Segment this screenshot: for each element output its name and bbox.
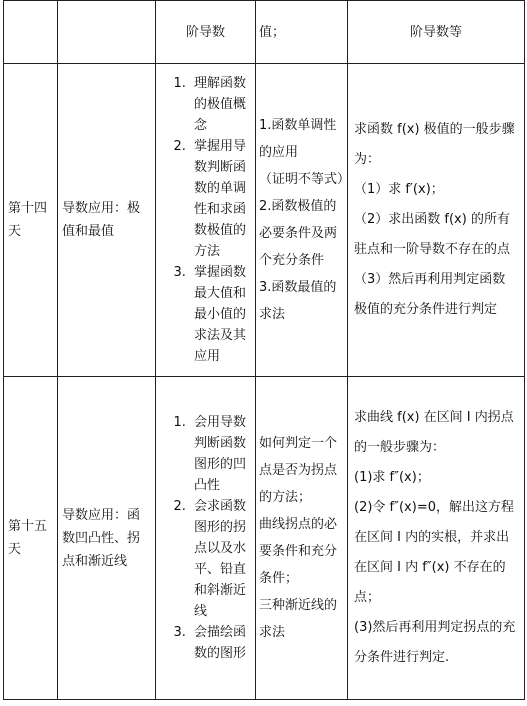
key-point: 3.函数最值的求法 <box>259 280 337 322</box>
day-cell <box>4 64 58 377</box>
key-point: 2.函数极值的必要条件及两个充分条件 <box>259 199 338 268</box>
header-day-cell <box>4 1 58 64</box>
difficulty-step: （3）然后再利用判定函数极值的充分条件进行判定 <box>354 272 506 317</box>
day-label: 第十五天 <box>8 519 48 557</box>
difficulty-step: （1）求 f′(x)； <box>354 182 444 197</box>
list-item: 1. 会用导数判断函数图形的凹凸性 <box>190 412 251 496</box>
difficulty-step: 求曲线 f(x) 在区间 I 内拐点的一般步骤为： <box>354 410 514 455</box>
key-point: 1.函数单调性的应用 <box>259 118 337 160</box>
header-key-text: 值； <box>259 24 286 40</box>
key-point: 三种渐近线的求法 <box>259 598 338 640</box>
difficulty-step: (1)求 f″(x)； <box>354 470 430 485</box>
goals-cell <box>156 377 256 700</box>
day-label: 第十四天 <box>8 201 48 239</box>
difficulty-step: （2）求出函数 f(x) 的所有驻点和一阶导数不存在的点 <box>354 212 511 257</box>
difficulty-cell <box>348 377 525 700</box>
table-row <box>4 377 525 700</box>
topic-text: 导数应用：函数凹凸性、拐点和渐近线 <box>62 507 141 569</box>
goals-list <box>160 73 251 367</box>
key-point: 如何判定一个点是否为拐点的方法； <box>259 436 338 505</box>
topic-cell <box>58 377 156 700</box>
difficulty-step: (2)令 f″(x)=0，解出这方程在区间 I 内的实根，并求出在区间 I 内 f″(x) 不存在的点； <box>354 500 514 605</box>
table-row <box>4 1 525 64</box>
difficulty-cell <box>348 64 525 377</box>
list-item: 3. 会描绘函数的图形 <box>190 622 251 664</box>
header-goals-cell <box>156 1 256 64</box>
header-diff-cell <box>348 1 525 64</box>
list-item: 1. 理解函数的极值概念 <box>190 73 251 136</box>
goals-cell <box>156 64 256 377</box>
table-row <box>4 64 525 377</box>
header-key-cell <box>256 1 348 64</box>
list-item: 2. 掌握用导数判断函数的单调性和求函数极值的方法 <box>190 136 251 262</box>
list-item: 2. 会求函数图形的拐点以及水平、铅直和斜渐近线 <box>190 496 251 622</box>
key-points-cell <box>256 64 351 377</box>
topic-text: 导数应用：极值和最值 <box>62 201 141 239</box>
study-plan-table <box>3 0 525 700</box>
key-point: （证明不等式） <box>259 172 351 187</box>
goals-list <box>160 412 251 664</box>
difficulty-step: (3)然后再利用判定拐点的充分条件进行判定. <box>354 620 516 665</box>
header-goals-text: 阶导数 <box>185 24 225 40</box>
key-points-cell <box>256 377 348 700</box>
header-diff-text: 阶导数等 <box>409 24 462 40</box>
header-topic-cell <box>58 1 156 64</box>
key-point: 曲线拐点的必要条件和充分条件； <box>259 517 338 586</box>
topic-cell <box>58 64 156 377</box>
difficulty-step: 求函数 f(x) 极值的一般步骤为： <box>354 122 515 167</box>
day-cell <box>4 377 58 700</box>
list-item: 3. 掌握函数最大值和最小值的求法及其应用 <box>190 262 251 367</box>
